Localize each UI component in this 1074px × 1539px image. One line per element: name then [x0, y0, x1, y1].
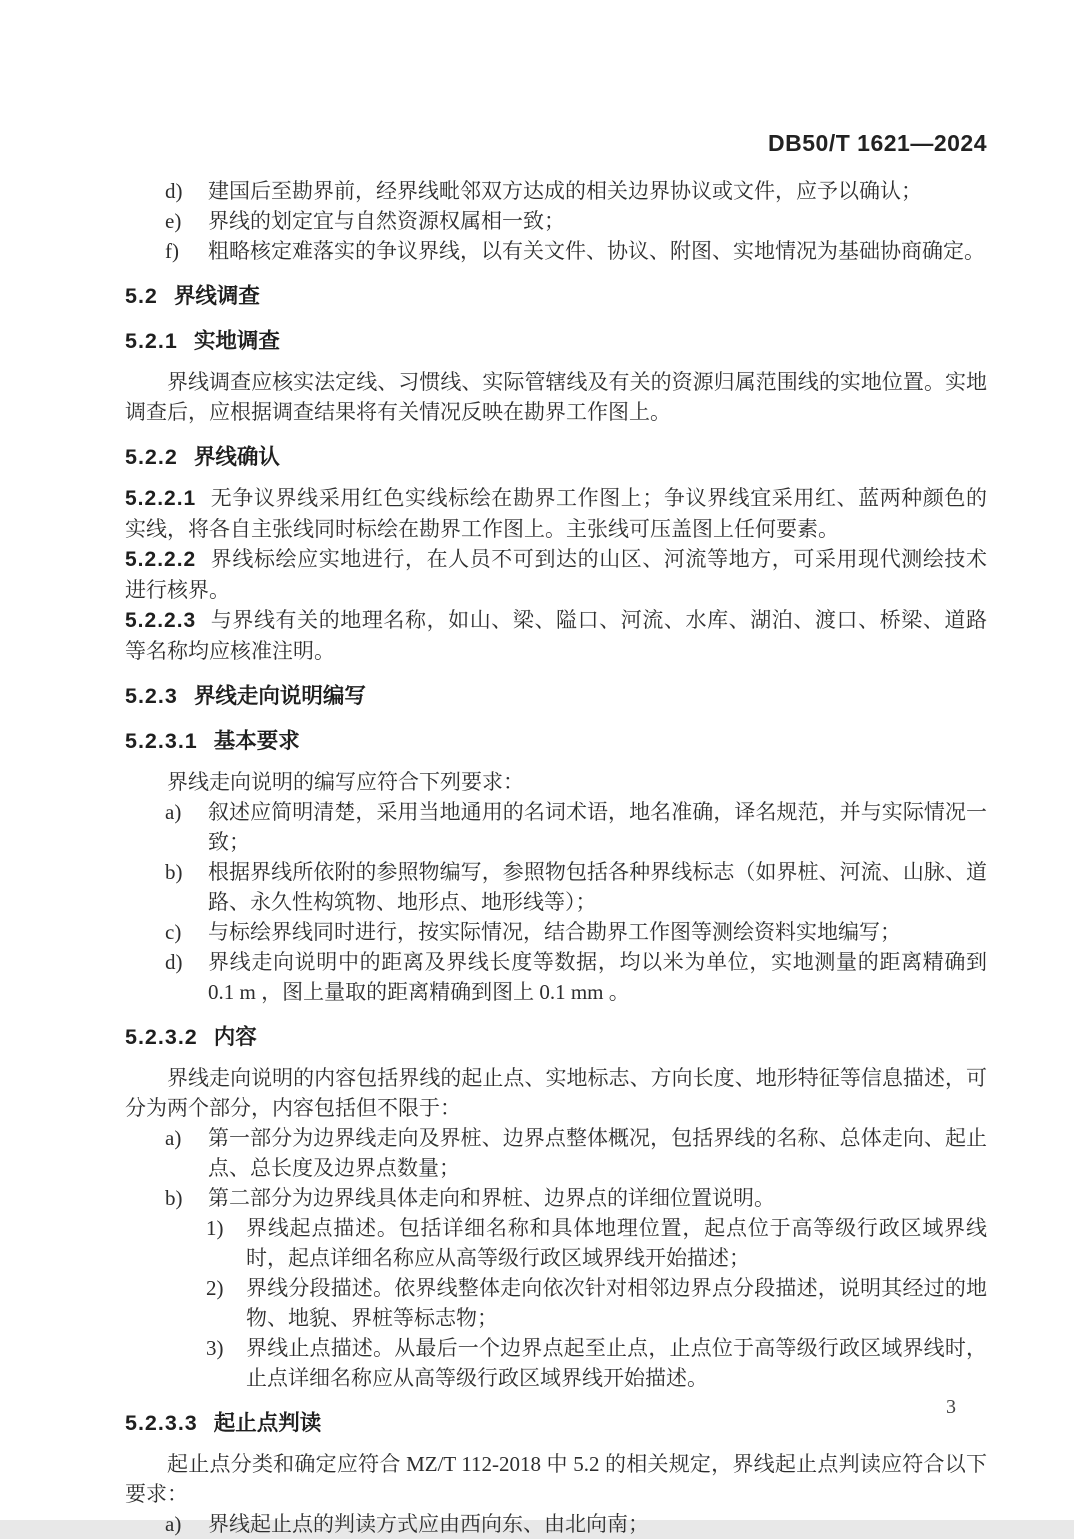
list-subitem	[125, 1333, 987, 1393]
clause-number: 5.2.2.1	[125, 487, 197, 510]
clause-text: 无争议界线采用红色实线标绘在勘界工作图上；争议界线宜采用红、蓝两种颜色的实线，将各自主张线同时标绘在勘界工作图上。主张线可压盖图上任何要素。	[125, 486, 987, 541]
list-item	[125, 236, 987, 266]
content-sublist	[125, 1213, 987, 1393]
item-marker: d)	[165, 179, 183, 203]
list-item	[125, 857, 987, 917]
item-text: 建国后至勘界前，经界线毗邻双方达成的相关边界协议或文件，应予以确认；	[208, 179, 922, 203]
heading-title: 基本要求	[213, 729, 300, 753]
item-marker: a)	[165, 800, 182, 824]
item-text: 粗略核定难落实的争议界线，以有关文件、协议、附图、实地情况为基础协商确定。	[208, 239, 985, 263]
item-marker: 3)	[206, 1336, 224, 1360]
section-heading-5-2-3-3	[125, 1408, 987, 1438]
item-text: 界线走向说明中的距离及界线长度等数据，均以米为单位，实地测量的距离精确到 0.1 m ，图上量取的距离精确到图上 0.1 mm 。	[208, 950, 987, 1004]
list-item	[125, 1183, 987, 1213]
section-heading-5-2-1	[125, 326, 987, 356]
item-text: 叙述应简明清楚，采用当地通用的名词术语，地名准确，译名规范，并与实际情况一致；	[208, 800, 987, 854]
lead-paragraph: 界线走向说明的编写应符合下列要求：	[167, 770, 524, 794]
requirements-list	[125, 797, 987, 1007]
page-content	[125, 128, 987, 1539]
doc-code: DB50/T 1621—2024	[768, 130, 987, 156]
heading-title: 起止点判读	[213, 1411, 322, 1435]
item-marker: d)	[165, 950, 183, 974]
item-marker: a)	[165, 1512, 182, 1536]
heading-number: 5.2.1	[125, 329, 178, 353]
judgement-list	[125, 1509, 987, 1539]
heading-number: 5.2.3.2	[125, 1025, 198, 1049]
content-list	[125, 1123, 987, 1213]
section-heading-5-2-2	[125, 442, 987, 472]
item-text: 界线止点描述。从最后一个边界点起至止点，止点位于高等级行政区域界线时，止点详细名称应从高等级行政区域界线开始描述。	[246, 1336, 987, 1390]
list-item	[125, 947, 987, 1007]
item-text: 界线起点描述。包括详细名称和具体地理位置，起点位于高等级行政区域界线时，起点详细名称应从高等级行政区域界线开始描述；	[246, 1216, 987, 1270]
clause-text: 界线标绘应实地进行，在人员不可到达的山区、河流等地方，可采用现代测绘技术进行核界。	[125, 547, 987, 602]
heading-title: 界线调查	[173, 284, 260, 308]
list-subitem	[125, 1273, 987, 1333]
list-item	[125, 1509, 987, 1539]
lead-paragraph: 界线走向说明的内容包括界线的起止点、实地标志、方向长度、地形特征等信息描述，可分为两个部分，内容包括但不限于：	[125, 1066, 987, 1120]
item-marker: 1)	[206, 1216, 224, 1240]
list-item	[125, 1123, 987, 1183]
clause-number: 5.2.2.3	[125, 609, 197, 632]
section-heading-5-2-3-2	[125, 1022, 987, 1052]
clause	[125, 605, 987, 666]
item-marker: b)	[165, 860, 183, 884]
heading-number: 5.2.3.3	[125, 1411, 198, 1435]
page-number: 3	[946, 1396, 956, 1418]
list-item	[125, 206, 987, 236]
intro-list	[125, 176, 987, 266]
item-marker: 2)	[206, 1276, 224, 1300]
clause	[125, 483, 987, 544]
item-marker: c)	[165, 920, 182, 944]
heading-title: 实地调查	[193, 329, 280, 353]
heading-number: 5.2.3.1	[125, 729, 198, 753]
item-text: 与标绘界线同时进行，按实际情况，结合勘界工作图等测绘资料实地编写；	[208, 920, 901, 944]
item-text: 界线的划定宜与自然资源权属相一致；	[208, 209, 565, 233]
heading-title: 界线走向说明编写	[193, 684, 366, 708]
item-text: 界线分段描述。依界线整体走向依次针对相邻边界点分段描述，说明其经过的地物、地貌、界桩等标志物；	[246, 1276, 987, 1330]
item-text: 第一部分为边界线走向及界桩、边界点整体概况，包括界线的名称、总体走向、起止点、总长度及边界点数量；	[208, 1126, 987, 1180]
clause-text: 与界线有关的地理名称，如山、梁、隘口、河流、水库、湖泊、渡口、桥梁、道路等名称均应核准注明。	[125, 608, 987, 663]
lead-paragraph: 起止点分类和确定应符合 MZ/T 112-2018 中 5.2 的相关规定，界线起止点判读应符合以下要求：	[125, 1452, 987, 1506]
list-subitem	[125, 1213, 987, 1273]
paragraph: 界线调查应核实法定线、习惯线、实际管辖线及有关的资源归属范围线的实地位置。实地调查后，应根据调查结果将有关情况反映在勘界工作图上。	[125, 370, 987, 424]
heading-number: 5.2.3	[125, 684, 178, 708]
item-marker: f)	[165, 239, 179, 263]
list-item	[125, 797, 987, 857]
clause	[125, 544, 987, 605]
item-text: 根据界线所依附的参照物编写，参照物包括各种界线标志（如界桩、河流、山脉、道路、永久性构筑物、地形点、地形线等）；	[208, 860, 987, 914]
item-marker: a)	[165, 1126, 182, 1150]
item-marker: e)	[165, 209, 182, 233]
heading-number: 5.2.2	[125, 445, 178, 469]
item-text: 第二部分为边界线具体走向和界桩、边界点的详细位置说明。	[208, 1186, 775, 1210]
item-marker: b)	[165, 1186, 183, 1210]
section-heading-5-2-3	[125, 681, 987, 711]
section-heading-5-2	[125, 281, 987, 311]
list-item	[125, 176, 987, 206]
heading-title: 内容	[213, 1025, 257, 1049]
heading-number: 5.2	[125, 284, 158, 308]
clause-number: 5.2.2.2	[125, 548, 197, 571]
section-heading-5-2-3-1	[125, 726, 987, 756]
item-text: 界线起止点的判读方式应由西向东、由北向南；	[208, 1512, 649, 1536]
heading-title: 界线确认	[193, 445, 280, 469]
list-item	[125, 917, 987, 947]
